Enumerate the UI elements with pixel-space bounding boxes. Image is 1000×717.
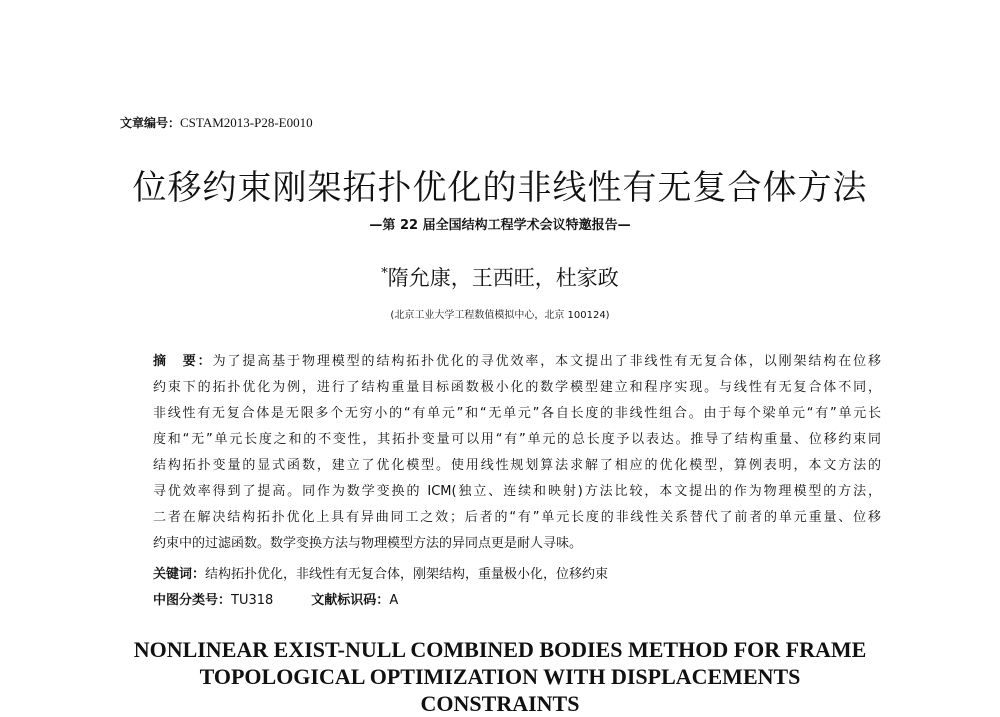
article-id <box>120 114 313 131</box>
abstract-text: 为了提高基于物理模型的结构拓扑优化的寻优效率，本文提出了非线性有无复合体，以刚架结构在位移 <box>212 354 881 369</box>
article-id-label: 文章编号： <box>120 116 181 130</box>
abstract-line <box>153 349 881 375</box>
english-title-line: TOPOLOGICAL OPTIMIZATION WITH DISPLACEMENTS <box>199 664 801 689</box>
document-code-value: A <box>389 593 399 608</box>
keywords <box>153 563 608 587</box>
paper-subtitle: —第 22 届全国结构工程学术会议特邀报告— <box>369 218 631 233</box>
paper-title-chinese: 位移约束刚架拓扑优化的非线性有无复合体方法 <box>132 168 868 208</box>
corresponding-author-marker: * <box>381 266 388 281</box>
abstract-line: 二者在解决结构拓扑优化上具有异曲同工之效；后者的“有”单元长度的非线性关系替代了前者的单元重量、位移 <box>153 510 881 525</box>
document-code-label: 文献标识码： <box>311 593 390 608</box>
abstract-line: 结构拓扑变量的显式函数，建立了优化模型。使用线性规划算法求解了相应的优化模型，算例表明，本文方法的 <box>153 458 881 473</box>
clc-value: TU318 <box>231 593 274 608</box>
abstract-line: 度和“无”单元长度之和的不变性，其拓扑变量可以用“有”单元的总长度予以表达。推导了结构重量、位移约束同 <box>153 432 881 447</box>
affiliation: (北京工业大学工程数值模拟中心，北京 100124) <box>390 310 610 321</box>
author-list <box>0 262 1000 292</box>
abstract-line: 约束中的过滤函数。数学变换方法与物理模型方法的异同点更是耐人寻味。 <box>153 536 583 551</box>
english-title-line: NONLINEAR EXIST-NULL COMBINED BODIES METHOD FOR FRAME <box>133 637 867 662</box>
abstract-line: 寻优效率得到了提高。同作为数学变换的 ICM(独立、连续和映射)方法比较，本文提出的作为物理模型的方法， <box>153 484 881 499</box>
paper-title-english <box>0 636 1000 717</box>
abstract-line: 约束下的拓扑优化为例，进行了结构重量目标函数极小化的数学模型建立和程序实现。与线性有无复合体不同， <box>153 380 881 395</box>
abstract-label: 摘 要： <box>153 354 213 369</box>
abstract <box>153 349 881 557</box>
english-title-line: CONSTRAINTS <box>420 691 580 716</box>
clc-label: 中图分类号： <box>153 593 232 608</box>
classification <box>153 589 398 613</box>
keywords-value: 结构拓扑优化，非线性有无复合体，刚架结构，重量极小化，位移约束 <box>205 567 609 582</box>
author-names: 隋允康，王西旺，杜家政 <box>387 266 619 290</box>
article-id-value: CSTAM2013-P28-E0010 <box>180 115 313 130</box>
keywords-label: 关键词： <box>153 567 206 582</box>
abstract-line: 非线性有无复合体是无限多个无穷小的“有单元”和“无单元”各自长度的非线性组合。由于每个梁单元“有”单元长 <box>153 406 881 421</box>
